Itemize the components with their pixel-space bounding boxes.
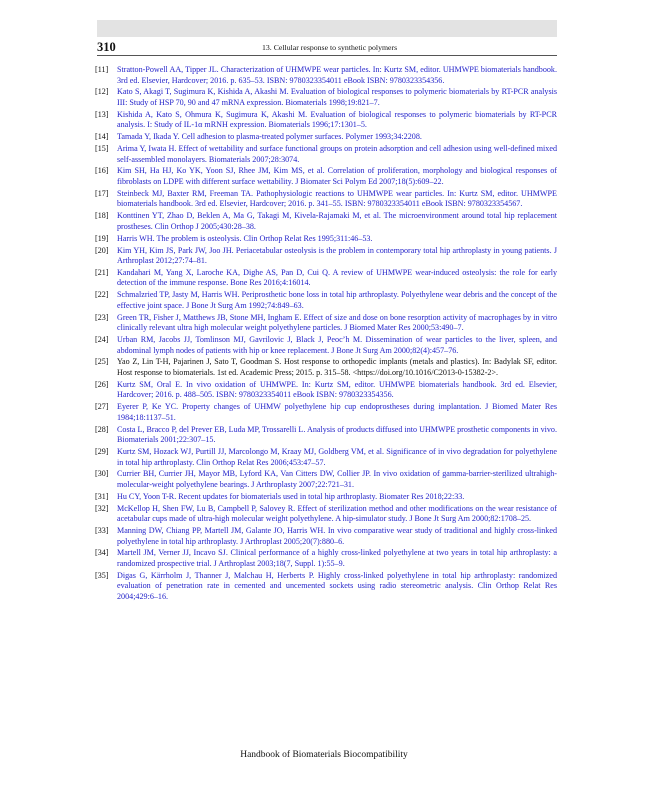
reference-item[interactable] [95, 313, 557, 334]
reference-text[interactable]: Steinbeck MJ, Baxter RM, Freeman TA. Pathophysiologic reactions to UHMWPE wear particles. In: Kurtz SM, editor. UHMWPE biomaterials handbook. 3rd ed. Elsevier, Hardcover; 2016. p. 341–55. ISBN: 9780323354011 eBook ISBN: 9780323354567. [117, 188, 557, 209]
reference-text[interactable]: Green TR, Fisher J, Matthews JB, Stone MH, Ingham E. Effect of size and dose on bone resorption activity of macrophages by in vitro clinically relevant ultra high molecular weight polyethylene particles. J Biomed Mater Res 2000;53:490–7. [117, 312, 557, 333]
reference-number: [24] [95, 335, 109, 345]
reference-text[interactable]: Digas G, Kärrholm J, Thanner J, Malchau H, Herberts P. Highly cross-linked polyethylene in total hip arthroplasty: randomized evaluation of penetration rate in cemented and uncemented sockets using radio stereometric analysis. Clin Orthop Relat Res 2004;429:6–16. [117, 570, 557, 601]
reference-text[interactable]: Costa L, Bracco P, del Prever EB, Luda MP, Trossarelli L. Analysis of products diffused into UHMWPE prosthetic components in vivo. Biomaterials 2001;22:307–15. [117, 424, 557, 445]
reference-number: [33] [95, 526, 109, 536]
reference-text[interactable]: Hu CY, Yoon T-R. Recent updates for biomaterials used in total hip arthroplasty. Biomater Res 2018;22:33. [117, 491, 465, 501]
reference-number: [18] [95, 211, 109, 221]
reference-number: [32] [95, 503, 109, 513]
reference-number: [16] [95, 166, 109, 176]
reference-text[interactable]: Schmalzried TP, Jasty M, Harris WH. Periprosthetic bone loss in total hip arthroplasty. Polyethylene wear debris and the concept of the effective joint space. J Bone Jt Surg Am 1992;74:849–63. [117, 290, 557, 310]
reference-text[interactable]: Tamada Y, Ikada Y. Cell adhesion to plasma-treated polymer surfaces. Polymer 1993;34:2208. [117, 132, 422, 142]
reference-text[interactable]: Kishida A, Kato S, Ohmura K, Sugimura K, Akashi M. Evaluation of biological responses to polymeric biomaterials by RT-PCR analysis. I: Study of IL-1α mRNH expression. Biomaterials 1996;17:1301–5. [117, 109, 557, 130]
header-divider [97, 55, 557, 56]
reference-number: [30] [95, 469, 109, 479]
reference-text[interactable]: Kurtz SM, Oral E. In vivo oxidation of UHMWPE. In: Kurtz SM, editor. UHMWPE biomaterials handbook. 3rd ed. Elsevier, Hardcover; 2016. p. 488–505. ISBN: 9780323354011 eBook ISBN: 9780323354356. [117, 379, 557, 400]
reference-number: [13] [95, 109, 109, 119]
reference-text[interactable]: Manning DW, Chiang PP, Martell JM, Galante JO, Harris WH. In vivo comparative wear study of traditional and highly cross-linked polyethylene in total hip arthroplasty. J Arthroplast 2005;20(7):880–6. [117, 526, 557, 546]
page-header [97, 40, 557, 56]
reference-number: [28] [95, 424, 109, 434]
reference-number: [12] [95, 87, 109, 97]
reference-item[interactable] [95, 144, 557, 165]
page-footer: Handbook of Biomaterials Biocompatibility [240, 750, 408, 760]
reference-item[interactable] [95, 425, 557, 446]
reference-number: [17] [95, 188, 109, 198]
reference-item[interactable] [95, 402, 557, 423]
reference-item[interactable] [95, 234, 557, 245]
reference-item[interactable] [95, 110, 557, 131]
reference-number: [19] [95, 233, 109, 243]
reference-text[interactable]: McKellop H, Shen FW, Lu B, Campbell P, Salovey R. Effect of sterilization method and other modifications on the wear resistance of acetabular cups made of ultra-high molecular weight polyethylene. A hip-simulator study. J Bone Jt Surg Am 2000;82:1708–25. [117, 503, 557, 524]
reference-number: [11] [95, 65, 109, 74]
reference-item[interactable] [95, 132, 557, 143]
reference-text[interactable]: Currier BH, Currier JH, Mayor MB, Lyford KA, Van Citters DW, Collier JP. In vivo oxidation of gamma-barrier-sterilized ultrahigh-molecular-weight polyethylene bearings. J Arthroplasty 2007;22:721–31. [117, 469, 557, 489]
reference-number: [35] [95, 570, 109, 580]
reference-item[interactable] [95, 335, 557, 356]
reference-number: [31] [95, 491, 109, 501]
reference-text[interactable]: Eyerer P, Ke YC. Property changes of UHMW polyethylene hip cup endoprostheses during implantation. J Biomed Mater Res 1984;18:1137–51. [117, 402, 557, 422]
reference-text[interactable]: Konttinen YT, Zhao D, Beklen A, Ma G, Takagi M, Kivela-Rajamaki M, et al. The microenvironment around total hip replacement prostheses. Clin Orthop J 2005;430:28–38. [117, 211, 557, 231]
reference-text[interactable]: Kurtz SM, Hozack WJ, Purtill JJ, Marcolongo M, Kraay MJ, Goldberg VM, et al. Significance of in vivo degradation for polyethylene in total hip arthroplasty. Clin Orthop Relat Res 2006;453:47–57. [117, 447, 557, 467]
reference-item[interactable] [95, 166, 557, 187]
reference-text[interactable]: Kandahari M, Yang X, Laroche KA, Dighe AS, Pan D, Cui Q. A review of UHMWPE wear-induced osteolysis: the role for early detection of the immune response. Bone Res 2016;4:16014. [117, 267, 557, 288]
chapter-title: 13. Cellular response to synthetic polymers [262, 43, 398, 52]
reference-item[interactable] [95, 268, 557, 289]
reference-number: [14] [95, 132, 109, 142]
reference-item[interactable] [95, 189, 557, 210]
reference-number: [26] [95, 379, 109, 389]
reference-number: [34] [95, 548, 109, 558]
reference-text[interactable]: Stratton-Powell AA, Tipper JL. Characterization of UHMWPE wear particles. In: Kurtz SM, editor. UHMWPE biomaterials handbook. 3rd ed. Elsevier, Hardcover; 2016. p. 635–53. ISBN: 9780323354011 eBook ISBN: 9780323354356. [117, 65, 557, 85]
reference-item [95, 357, 557, 378]
reference-number: [23] [95, 312, 109, 322]
page-number: 310 [97, 40, 116, 54]
reference-item[interactable] [95, 548, 557, 569]
reference-item[interactable] [95, 469, 557, 490]
reference-text[interactable]: Martell JM, Verner JJ, Incavo SJ. Clinical performance of a highly cross-linked polyethylene at two years in total hip arthroplasty: a randomized prospective trial. J Arthroplast 2003;18(7, Suppl. 1):55–9. [117, 548, 557, 568]
reference-item[interactable] [95, 290, 557, 311]
reference-text[interactable]: Kim YH, Kim JS, Park JW, Joo JH. Periacetabular osteolysis is the problem in contemporary total hip arthroplasty in young patients. J Arthroplast 2012;27:74–81. [117, 245, 557, 266]
reference-number: [27] [95, 402, 109, 412]
reference-item[interactable] [95, 380, 557, 401]
reference-text: Yao Z, Lin T-H, Pajarinen J, Sato T, Goodman S. Host response to orthopedic implants (metals and plastics). In: Badylak SF, editor. Host response to biomaterials. 1st ed. Academic Press; 2015. p. 315–58. <https://doi.org/10.1016/C2013-0-15382-2>. [117, 357, 557, 377]
reference-item[interactable] [95, 492, 557, 503]
reference-item[interactable] [95, 87, 557, 108]
reference-item[interactable] [95, 571, 557, 603]
reference-item[interactable] [95, 65, 557, 86]
reference-item[interactable] [95, 246, 557, 267]
reference-item[interactable] [95, 211, 557, 232]
reference-number: [15] [95, 144, 109, 154]
reference-number: [22] [95, 290, 109, 300]
reference-text[interactable]: Urban RM, Jacobs JJ, Tomlinson MJ, Gavrilovic J, Black J, Peoc’h M. Dissemination of wear particles to the liver, spleen, and abdominal lymph nodes of patients with hip or knee replacement. J Bone Jt Surg Am 2000;82(4):457–76. [117, 335, 557, 355]
top-banner [97, 20, 557, 37]
reference-number: [29] [95, 447, 109, 457]
reference-item[interactable] [95, 504, 557, 525]
reference-text[interactable]: Kato S, Akagi T, Sugimura K, Kishida A, Akashi M. Evaluation of biological responses to polymeric biomaterials by RT-PCR analysis III: Study of HSP 70, 90 and 47 mRNA expression. Biomaterials 1998;19:821–7. [117, 87, 557, 107]
reference-list [95, 65, 557, 604]
reference-text[interactable]: Kim SH, Ha HJ, Ko YK, Yoon SJ, Rhee JM, Kim MS, et al. Correlation of proliferation, morphology and biological responses of fibroblasts on LDPE with different surface wettability. J Biomater Sci Polym Ed 2007;18(5):609–22. [117, 166, 557, 186]
reference-item[interactable] [95, 447, 557, 468]
reference-number: [20] [95, 245, 109, 255]
reference-number: [21] [95, 267, 109, 277]
reference-item[interactable] [95, 526, 557, 547]
reference-text[interactable]: Arima Y, Iwata H. Effect of wettability and surface functional groups on protein adsorption and cell adhesion using well-defined mixed self-assembled monolayers. Biomaterials 2007;28:3074. [117, 144, 557, 164]
reference-number: [25] [95, 357, 109, 367]
reference-text[interactable]: Harris WH. The problem is osteolysis. Clin Orthop Relat Res 1995;311:46–53. [117, 233, 373, 243]
